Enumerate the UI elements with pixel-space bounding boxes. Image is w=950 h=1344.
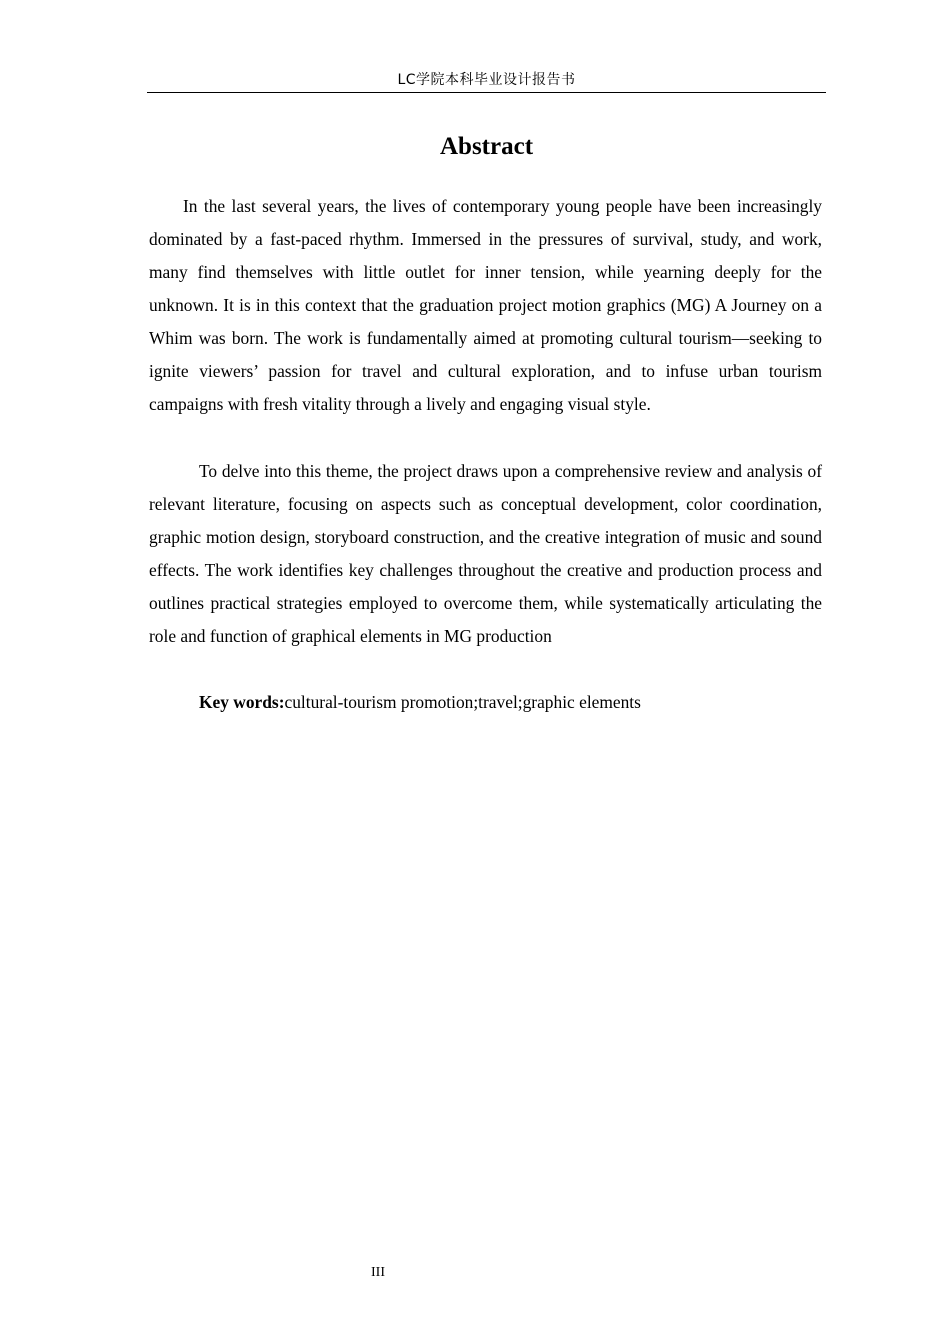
keywords-line: [199, 686, 641, 719]
keywords-value: cultural-tourism promotion;travel;graphic elements: [284, 692, 641, 712]
abstract-title: Abstract: [439, 133, 534, 160]
abstract-paragraph-2: To delve into this theme, the project draws upon a comprehensive review and analysis of relevant literature, focusing on aspects such as conceptual development, color coordination, graphic motion design, storyboard construction, and the creative integration of music and sound effects. The work identifies key challenges throughout the creative and production process and outlines practical strategies employed to overcome them, while systematically articulating the role and function of graphical elements in MG production: [149, 461, 822, 646]
page-header: [147, 70, 826, 93]
page-number: III: [371, 1265, 385, 1280]
keywords-label: Key words:: [199, 692, 285, 712]
abstract-paragraph-1: In the last several years, the lives of contemporary young people have been increasingly dominated by a fast-paced rhythm. Immersed in the pressures of survival, study, and work, many find themselves with little outlet for inner tension, while yearning deeply for the unknown. It is in this context that the graduation project motion graphics (MG) A Journey on a Whim was born. The work is fundamentally aimed at promoting cultural tourism—seeking to ignite viewers’ passion for travel and cultural exploration, and to infuse urban tourism campaigns with fresh vitality through a lively and engaging visual style.: [149, 196, 822, 414]
header-title: LC学院本科毕业设计报告书: [397, 72, 576, 88]
